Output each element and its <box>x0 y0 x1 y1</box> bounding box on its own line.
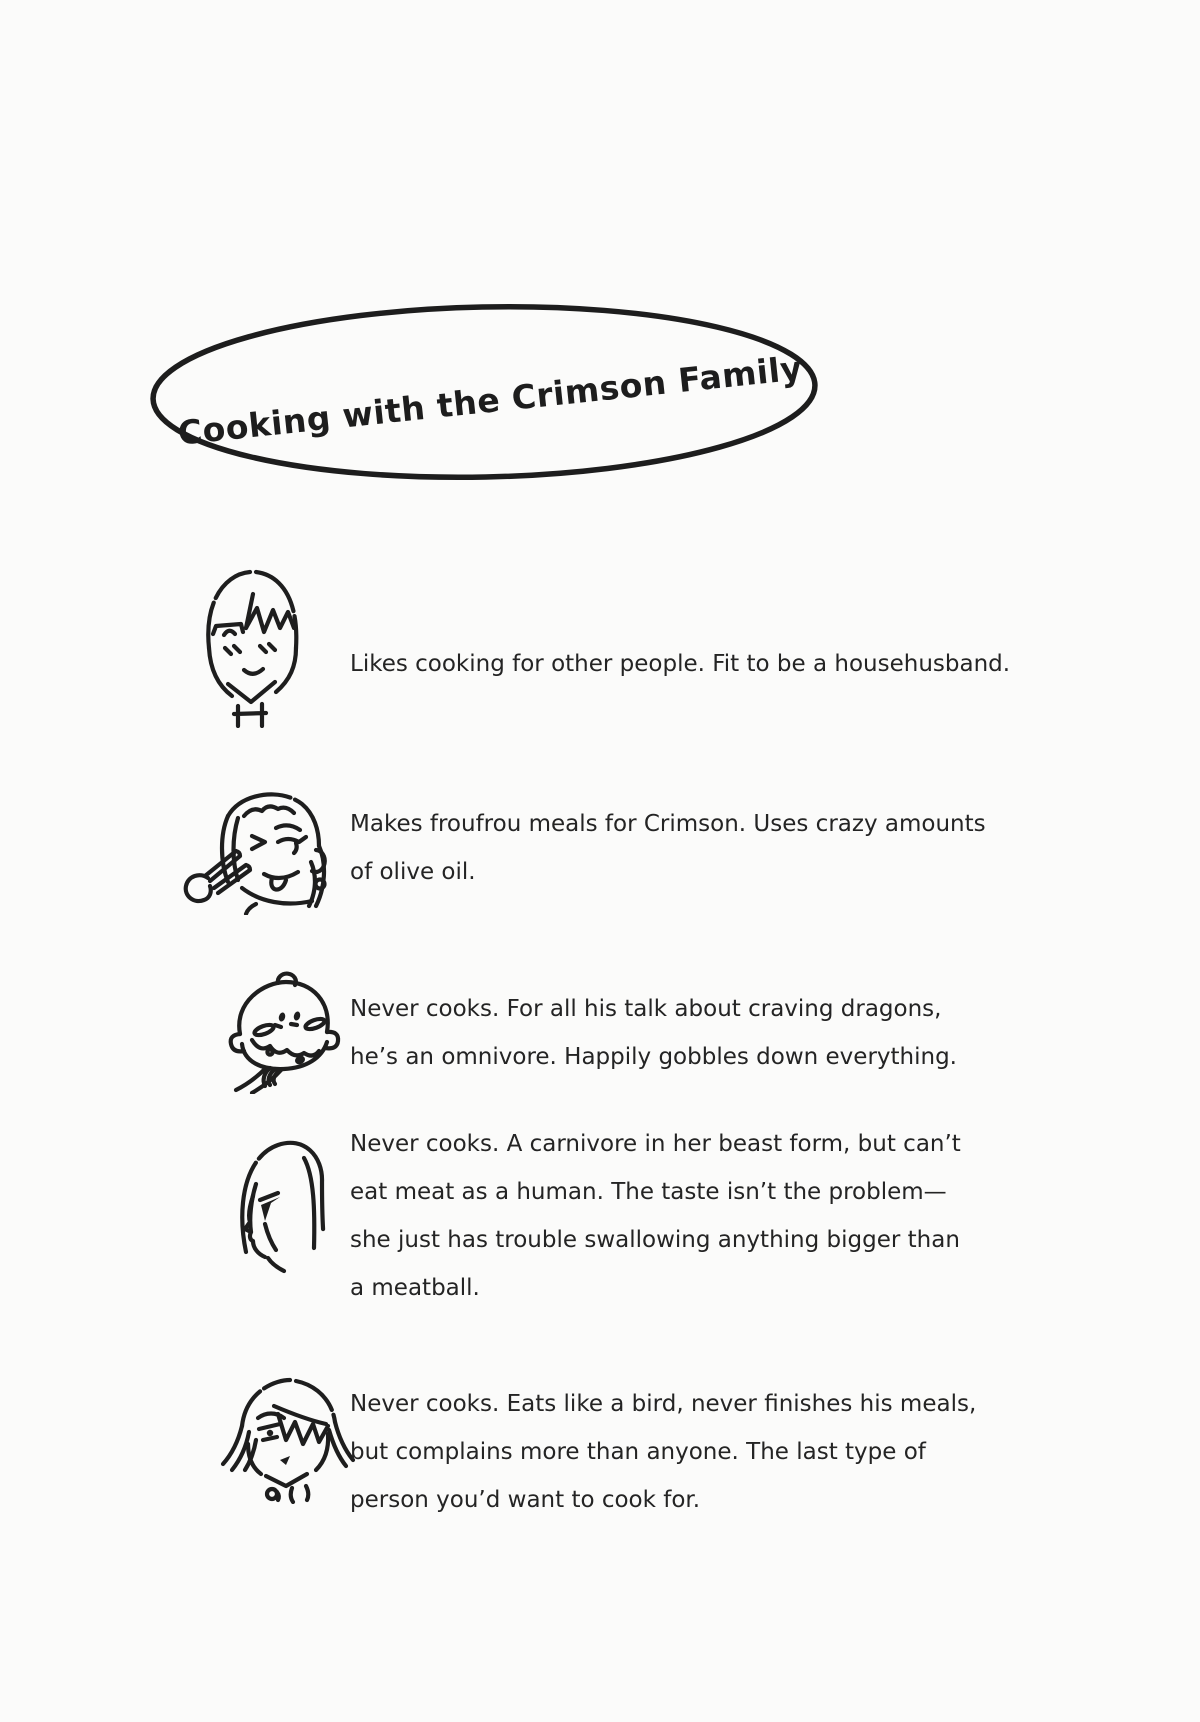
entry-line: Never cooks. A carnivore in her beast form, but can’t <box>350 1131 961 1157</box>
entry-line: of olive oil. <box>350 859 476 885</box>
page-title: Cooking with the Crimson Family <box>175 347 805 453</box>
portrait-fluffy-creature <box>220 962 352 1094</box>
entry-line: she just has trouble swallowing anything bigger than <box>350 1227 960 1253</box>
entry-line: Never cooks. For all his talk about craving dragons, <box>350 996 942 1022</box>
entry-line: person you’d want to cook for. <box>350 1487 701 1513</box>
entry-1-text <box>350 640 1010 688</box>
entry-line: he’s an omnivore. Happily gobbles down everything. <box>350 1044 957 1070</box>
entry-3-text <box>350 985 957 1081</box>
entry-line: eat meat as a human. The taste isn’t the problem— <box>350 1179 947 1205</box>
entry-line: a meatball. <box>350 1275 480 1301</box>
portrait-annoyed-boy <box>220 1372 356 1504</box>
entry-line: but complains more than anyone. The last type of <box>350 1439 926 1465</box>
entry-line: Never cooks. Eats like a bird, never finishes his meals, <box>350 1391 977 1417</box>
entry-4-text <box>350 1120 961 1312</box>
entry-2-text <box>350 800 986 896</box>
portrait-short-haired-boy <box>196 562 308 728</box>
portrait-winking-woman <box>178 780 330 915</box>
portrait-long-haired-girl <box>230 1132 336 1284</box>
entry-5-text <box>350 1380 976 1524</box>
entry-line: Likes cooking for other people. Fit to be a househusband. <box>350 651 1011 677</box>
entry-line: Makes froufrou meals for Crimson. Uses crazy amounts <box>350 811 986 837</box>
